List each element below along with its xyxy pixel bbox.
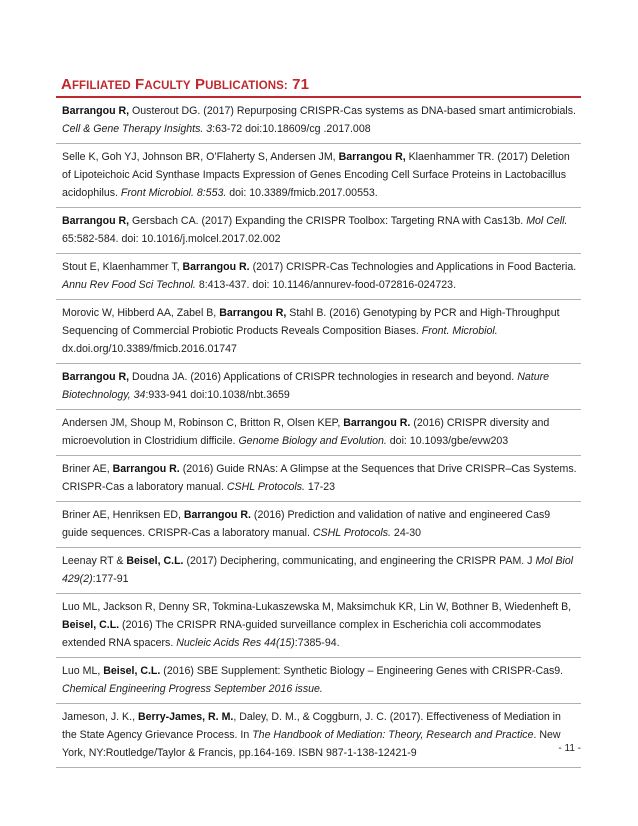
citation-text: (2016) The CRISPR RNA-guided surveillance complex in Escherichia coli accommodates extended RNA spacers. <box>62 619 542 649</box>
author-highlight: Barrangou R, <box>62 215 130 227</box>
publication-entry <box>56 410 581 456</box>
citation-text: dx.doi.org/10.3389/fmicb.2016.01747 <box>62 343 237 355</box>
page-number: - 11 - <box>558 743 581 754</box>
citation-text: 65:582-584. doi: 10.1016/j.molcel.2017.02.002 <box>62 233 281 245</box>
publication-entry <box>56 658 581 704</box>
citation-text: doi: 10.3389/fmicb.2017.00553. <box>226 187 378 199</box>
citation-text: 8:413-437. doi: 10.1146/annurev-food-072816-024723. <box>195 279 457 291</box>
citation-text: Briner AE, <box>62 463 113 475</box>
citation-text: (2016) Prediction and validation of native and engineered Cas9 guide sequences. CRISPR-Cas a laboratory manual. <box>62 509 551 539</box>
journal-title: Annu Rev Food Sci Technol. <box>62 279 196 291</box>
author-highlight: Barrangou R, <box>338 151 406 163</box>
citation-text: (2017) CRISPR-Cas Technologies and Applications in Food Bacteria. <box>249 261 577 273</box>
citation-text: (2017) Deciphering, communicating, and engineering the CRISPR PAM. J <box>183 555 536 567</box>
journal-title: CSHL Protocols. <box>226 481 305 493</box>
citation-text: 24-30 <box>390 527 422 539</box>
journal-title: Nature Biotechnology, 34 <box>62 371 549 401</box>
section-heading <box>61 76 581 95</box>
publication-entry <box>56 98 581 144</box>
journal-title: The Handbook of Mediation: Theory, Research and Practice <box>252 729 534 741</box>
publication-entry <box>56 704 581 768</box>
citation-text: 17-23 <box>304 481 336 493</box>
citation-text: Luo ML, Jackson R, Denny SR, Tokmina-Lukaszewska M, Maksimchuk KR, Lin W, Bothner B, Wiedenheft B, <box>62 601 572 613</box>
citation-text: Andersen JM, Shoup M, Robinson C, Britton R, Olsen KEP, <box>62 417 344 429</box>
citation-text: :933-941 doi:10.1038/nbt.3659 <box>145 389 290 401</box>
citation-text: Klaenhammer TR. (2017) Deletion of Lipoteichoic Acid Synthase Impacts Expression of Genes Encoding Cell Surface Proteins in Lactobacillus acidophilus. <box>62 151 570 199</box>
author-highlight: Beisel, C.L. <box>103 665 161 677</box>
journal-title: Cell & Gene Therapy Insights. 3 <box>62 123 213 135</box>
citation-text: (2016) SBE Supplement: Synthetic Biology – Engineering Genes with CRISPR-Cas9. <box>160 665 564 677</box>
publication-entry <box>56 456 581 502</box>
author-highlight: Barrangou R, <box>62 105 130 117</box>
author-highlight: Barrangou R. <box>343 417 411 429</box>
author-highlight: Barrangou R, <box>62 371 130 383</box>
citation-text: , Daley, D. M., & Coggburn, J. C. (2017). Effectiveness of Mediation in the State Agency Grievance Process. In <box>62 711 561 741</box>
citation-text: Doudna JA. (2016) Applications of CRISPR technologies in research and beyond. <box>129 371 518 383</box>
citation-text: :177-91 <box>92 573 129 585</box>
journal-title: Mol Biol 429(2) <box>62 555 574 585</box>
citation-text: Stout E, Klaenhammer T, <box>62 261 183 273</box>
section-heading-text: AFFILIATED FACULTY PUBLICATIONS: 71 <box>61 76 310 93</box>
journal-title: CSHL Protocols. <box>312 527 391 539</box>
citation-text: :63-72 doi:10.18609/cg .2017.008 <box>212 123 371 135</box>
citation-text: Morovic W, Hibberd AA, Zabel B, <box>62 307 220 319</box>
publication-entry <box>56 300 581 364</box>
journal-title: Mol Cell. <box>526 215 568 227</box>
author-highlight: Barrangou R. <box>183 509 251 521</box>
citation-text: Selle K, Goh YJ, Johnson BR, O’Flaherty S, Andersen JM, <box>62 151 339 163</box>
publication-entry <box>56 208 581 254</box>
publication-entry <box>56 502 581 548</box>
citation-text: Gersbach CA. (2017) Expanding the CRISPR Toolbox: Targeting RNA with Cas13b. <box>129 215 527 227</box>
author-highlight: Barrangou R, <box>219 307 287 319</box>
citation-text: Jameson, J. K., <box>62 711 138 723</box>
author-highlight: Beisel, C.L. <box>62 619 120 631</box>
citation-text: (2016) CRISPR diversity and microevolution in Clostridium difficile. <box>62 417 550 447</box>
journal-title: Front. Microbiol. <box>421 325 498 337</box>
citation-text: :7385-94. <box>294 637 340 649</box>
citation-text: Briner AE, Henriksen ED, <box>62 509 184 521</box>
journal-title: Nucleic Acids Res 44(15) <box>176 637 295 649</box>
citation-text: Leenay RT & <box>62 555 127 567</box>
citation-text: Ousterout DG. (2017) Repurposing CRISPR-Cas systems as DNA-based smart antimicrobials. <box>129 105 576 117</box>
publication-entry <box>56 548 581 594</box>
publication-entry <box>56 364 581 410</box>
citation-text: . New York, NY:Routledge/Taylor & Francis, pp.164-169. ISBN 987-1-138-12421-9 <box>62 729 561 759</box>
citation-text: (2016) Guide RNAs: A Glimpse at the Sequences that Drive CRISPR–Cas Systems. CRISPR-Cas a laboratory manual. <box>62 463 577 493</box>
journal-title: Chemical Engineering Progress September 2016 issue. <box>62 683 323 695</box>
publication-entry <box>56 144 581 208</box>
author-highlight: Barrangou R. <box>112 463 180 475</box>
author-highlight: Berry-James, R. M. <box>137 711 234 723</box>
journal-title: Genome Biology and Evolution. <box>238 435 387 447</box>
journal-title: Front Microbiol. 8:553. <box>120 187 227 199</box>
publication-entry <box>56 594 581 658</box>
publication-list <box>56 96 581 768</box>
citation-text: Stahl B. (2016) Genotyping by PCR and High-Throughput Sequencing of Commercial Probiotic Products Reveals Composition Biases. <box>62 307 560 337</box>
author-highlight: Beisel, C.L. <box>126 555 184 567</box>
author-highlight: Barrangou R. <box>182 261 250 273</box>
citation-text: doi: 10.1093/gbe/evw203 <box>386 435 509 447</box>
publication-entry <box>56 254 581 300</box>
citation-text: Luo ML, <box>62 665 104 677</box>
